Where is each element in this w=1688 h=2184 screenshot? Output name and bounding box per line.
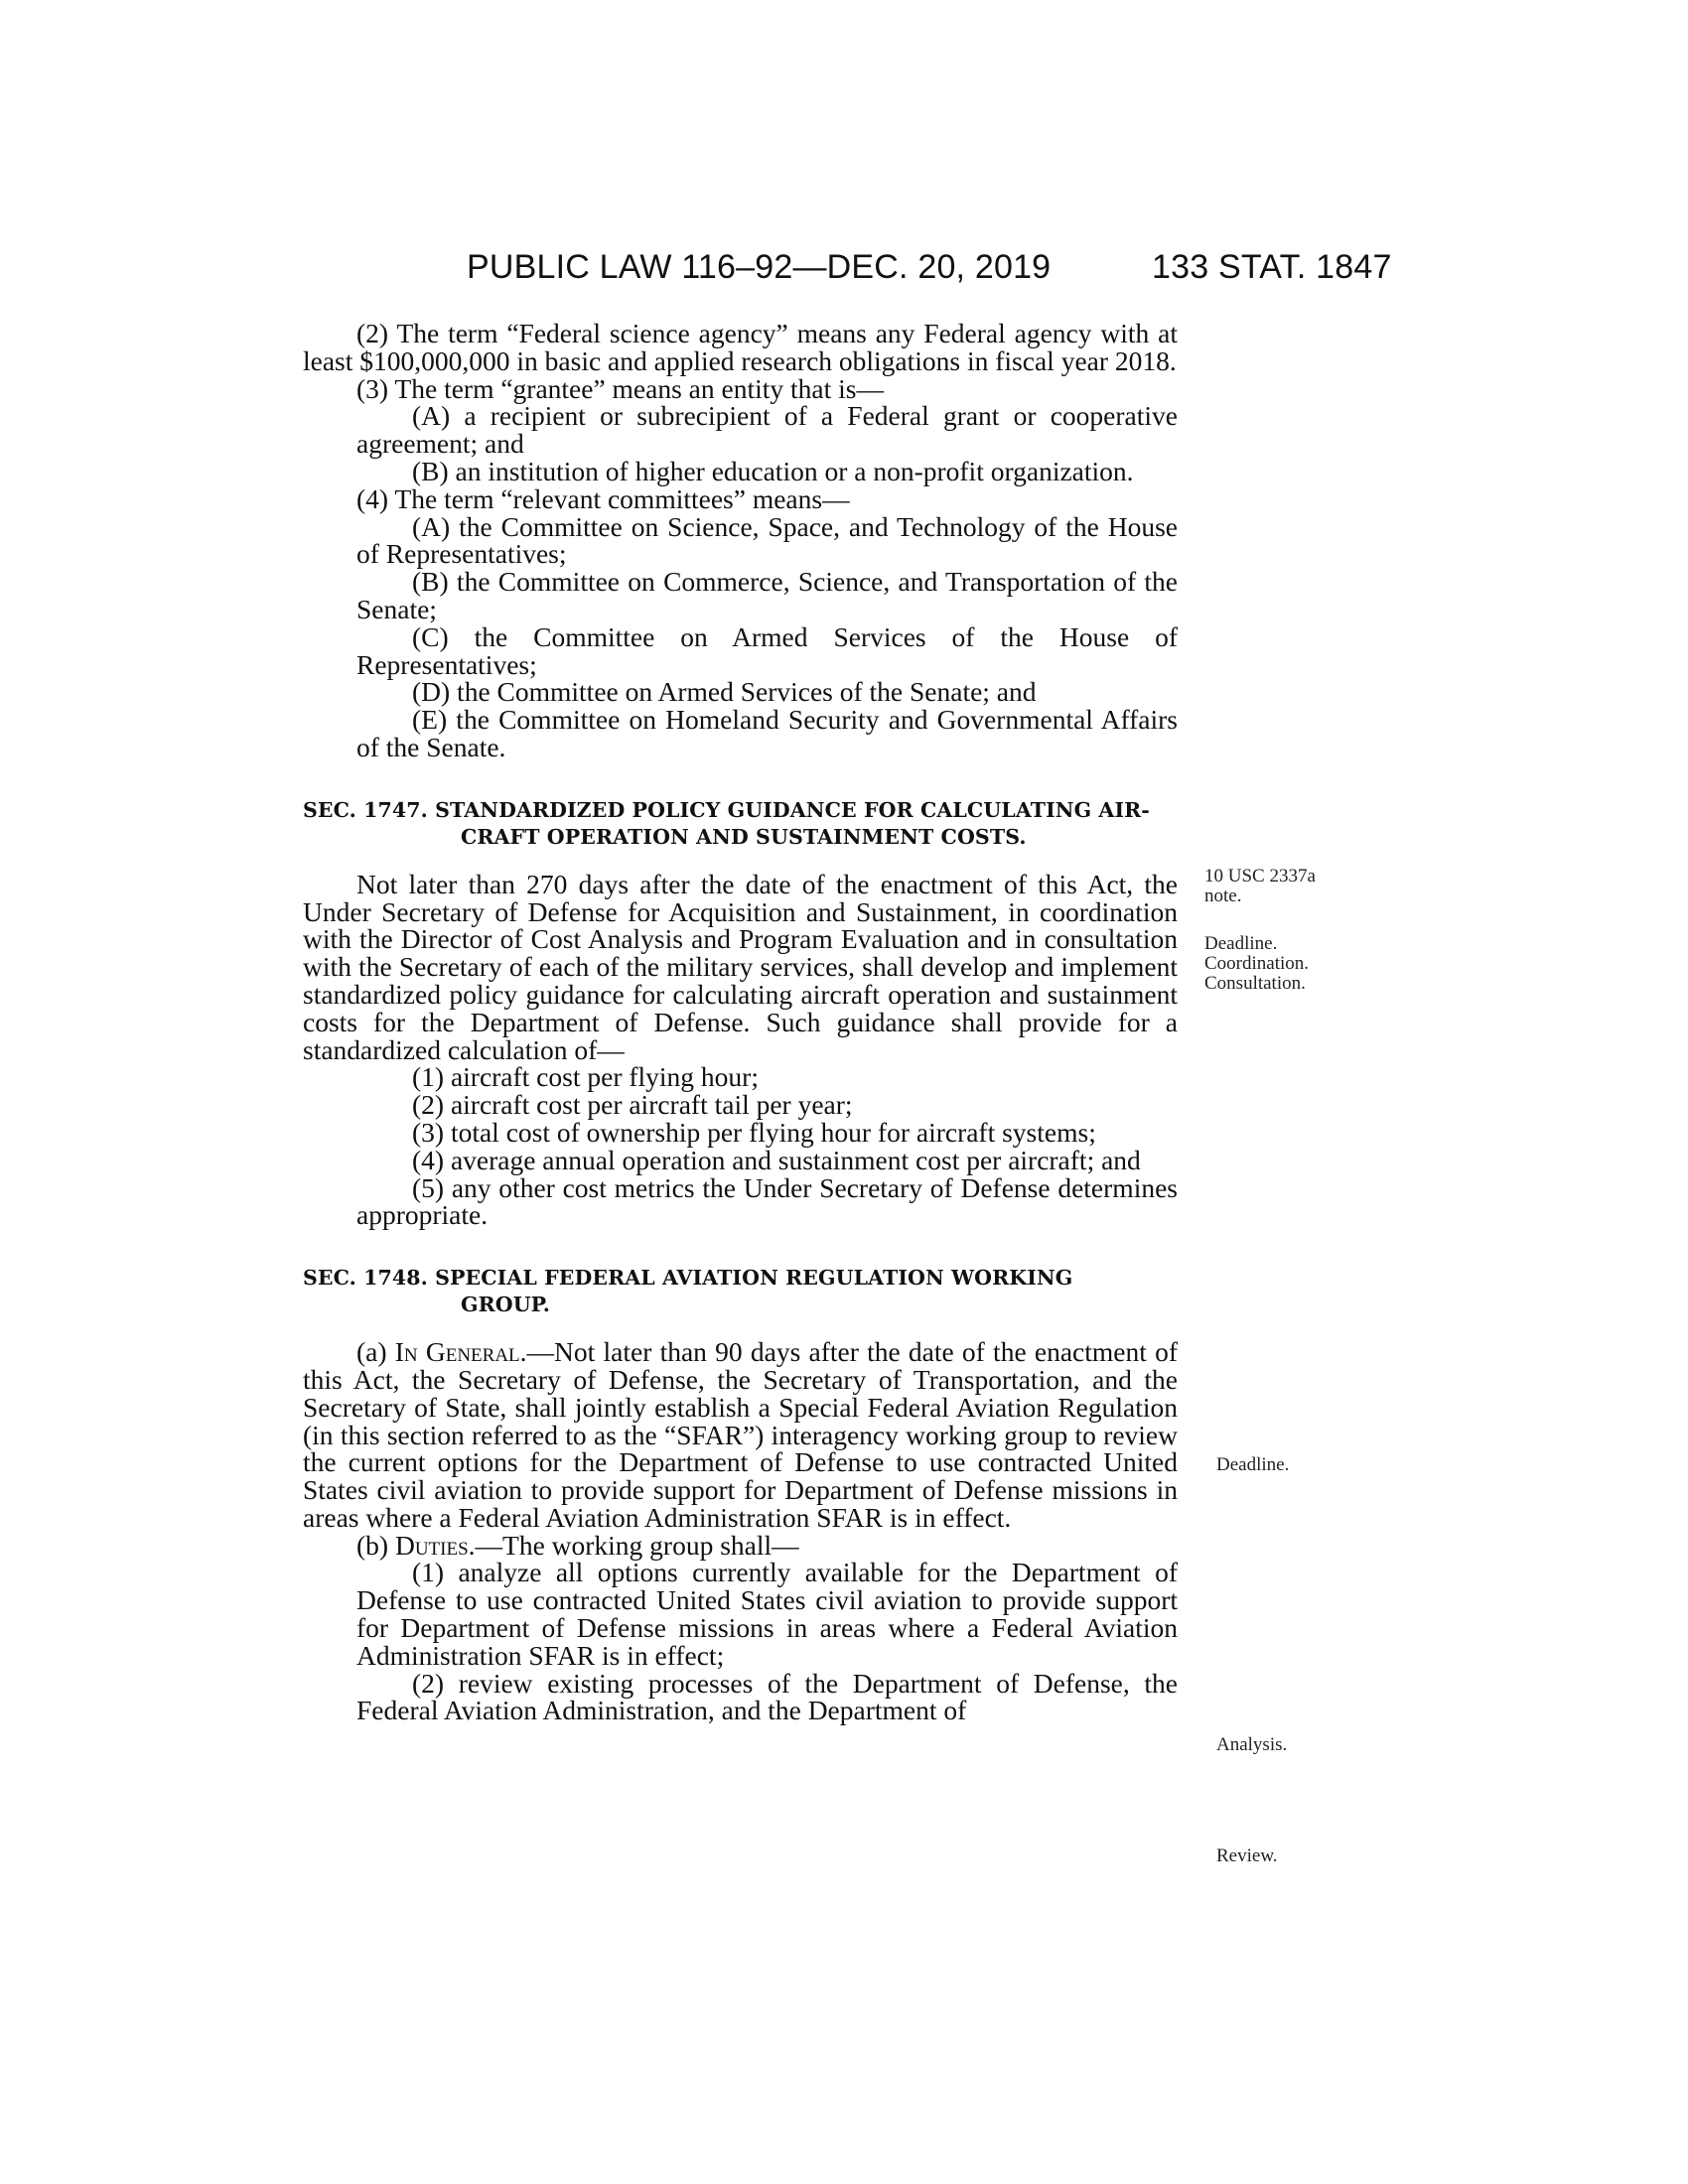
section-1747-body: Not later than 270 days after the date of the enactment of this Act, the Under Secretary of Defense for Acquisition and Sustainment, in coordination with the Director of Cost Analysis and Program Evaluation and in consultation with the Secretary of each of the military services, shall develop and implement standardized policy guidance for calculating aircraft operation and sustainment costs for the Department of Defense. Such guidance shall provide for a standardized calculation of—	[303, 868, 1178, 1065]
subsection-a-text: .—Not later than 90 days after the date of the enactment of this Act, the Secretary of Defense, the Secretary of Transportation, and the Secretary of State, shall jointly establish a Special Federal Aviation Regulation (in this section referred to as the “SFAR”) interagency working group to review the current options for the Department of Defense to use contracted United States civil aviation to provide support for Department of Defense missions in areas where a Federal Aviation Administration SFAR is in effect.	[303, 1336, 1179, 1533]
definition-3-subparagraph-b: (B) an institution of higher education or a non-profit organization.	[412, 455, 1134, 486]
running-header-title: PUBLIC LAW 116–92—DEC. 20, 2019	[467, 248, 1052, 286]
subsection-a-label: (a)	[356, 1336, 395, 1368]
section-1747-item-1: (1) aircraft cost per flying hour;	[412, 1061, 759, 1093]
section-1748-heading	[303, 1265, 1178, 1318]
definition-3-subparagraph-a: (A) a recipient or subrecipient of a Federal grant or cooperative agreement; and	[356, 400, 1178, 460]
margin-note-usc	[1204, 867, 1316, 906]
section-1748-subsection-a	[303, 1338, 1178, 1532]
margin-note-consultation: Consultation.	[1204, 973, 1306, 994]
statute-body	[303, 320, 1178, 1724]
section-1748-b-item-2: (2) review existing processes of the Department of Defense, the Federal Aviation Administration, and the Department of	[356, 1667, 1178, 1726]
section-1747-heading	[303, 797, 1178, 851]
definition-4-subparagraph-b: (B) the Committee on Commerce, Science, and Transportation of the Senate;	[356, 566, 1178, 624]
margin-note-usc-line1: 10 USC 2337a	[1204, 866, 1316, 887]
subsection-b-label: (b)	[356, 1529, 395, 1561]
section-1748-subsection-b	[303, 1529, 1178, 1561]
section-1747-heading-line2: CRAFT OPERATION AND SUSTAINMENT COSTS.	[461, 824, 1027, 849]
margin-note-review: Review.	[1216, 1845, 1278, 1866]
subsection-a-caption: In General	[394, 1336, 520, 1368]
section-1748-b-item-1: (1) analyze all options currently available for the Department of Defense to use contracted United States civil aviation to provide support for Department of Defense missions in areas where a Federal Aviation Administration SFAR is in effect;	[356, 1557, 1178, 1671]
margin-note-coordination: Coordination.	[1204, 953, 1310, 974]
section-1747-item-2: (2) aircraft cost per aircraft tail per year;	[412, 1089, 853, 1121]
margin-note-usc-line2: note.	[1204, 886, 1242, 906]
definition-4-subparagraph-d: (D) the Committee on Armed Services of the Senate; and	[412, 676, 1037, 708]
section-1747-item-5: (5) any other cost metrics the Under Secretary of Defense determines appropriate.	[356, 1171, 1178, 1231]
page-citation: 133 STAT. 1847	[1152, 248, 1392, 286]
margin-note-1748-deadline: Deadline.	[1216, 1454, 1290, 1475]
definition-paragraph-2: (2) The term “Federal science agency” means any Federal agency with at least $100,000,000 in basic and applied research obligations in fiscal year 2018.	[303, 318, 1178, 376]
margin-note-analysis: Analysis.	[1216, 1734, 1288, 1755]
definition-4-subparagraph-a: (A) the Committee on Science, Space, and Technology of the House of Representatives;	[356, 510, 1178, 570]
definition-paragraph-3: (3) The term “grantee” means an entity that is—	[356, 372, 884, 404]
section-1748-heading-line1: SEC. 1748. SPECIAL FEDERAL AVIATION REGULATION WORKING	[303, 1266, 1073, 1291]
section-1747-item-3: (3) total cost of ownership per flying hour for aircraft systems;	[412, 1116, 1096, 1148]
definition-4-subparagraph-c: (C) the Committee on Armed Services of the House of Representatives;	[356, 620, 1178, 680]
definition-4-subparagraph-e: (E) the Committee on Homeland Security and Governmental Affairs of the Senate.	[356, 704, 1178, 762]
subsection-b-text: .—The working group shall—	[468, 1529, 799, 1561]
section-1747-heading-line1: SEC. 1747. STANDARDIZED POLICY GUIDANCE FOR CALCULATING AIR-	[303, 797, 1150, 822]
section-1747-item-4: (4) average annual operation and sustainment cost per aircraft; and	[412, 1144, 1141, 1175]
subsection-b-caption: Duties	[394, 1529, 469, 1561]
definition-paragraph-4: (4) The term “relevant committees” means—	[356, 482, 850, 514]
section-1748-heading-line2: GROUP.	[461, 1293, 551, 1317]
margin-note-1747-deadline: Deadline.	[1204, 933, 1278, 954]
